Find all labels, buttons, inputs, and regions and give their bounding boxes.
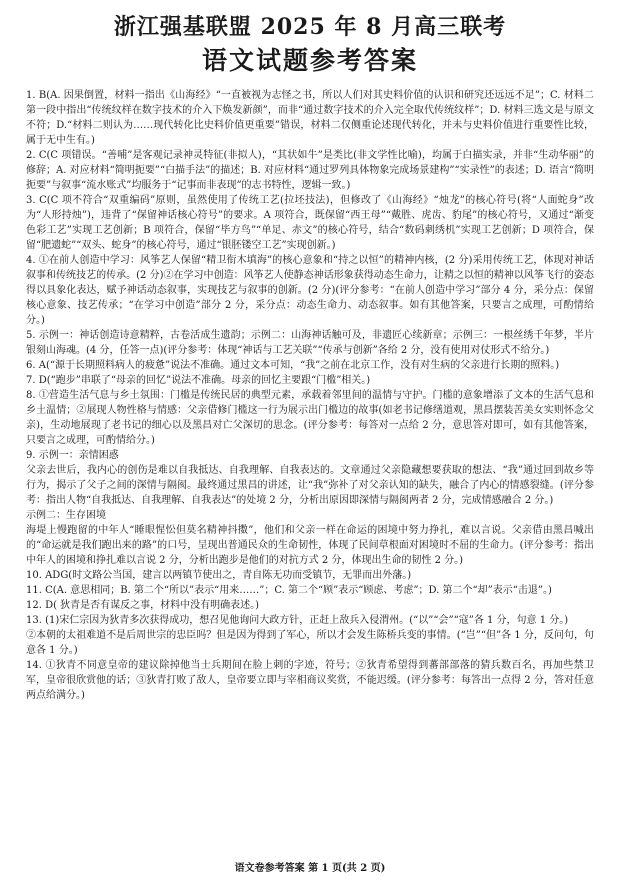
answer-9-example2-title: 示例二：生存困境	[26, 510, 106, 521]
page-footer: 语文卷参考答案 第 1 页(共 2 页)	[234, 863, 386, 874]
answer-13-1: 13. (1)宋仁宗因为狄青多次获得成功，想召见他询问大政方针，正赶上敌兵入侵渭州。(“以”“会”“寇”各 1 分，句意 1 分。)	[26, 615, 569, 626]
answer-4: 4. ①在前人创造中学习：风筝艺人保留“精卫衔木填海”的核心意象和“持之以恒”的精神内核，(2 分)采用传统工艺，体现对神话叙事和传统技艺的传承。(2 分)②在学习中创造：风筝艺人使静态神话形象获得动态生命力，让精之以恒的精神以风筝飞行的姿态得以具象化表达，赋予神话动态叙事，实现技艺与叙事的创新。(2 分)(评分参考：“在前人创造中学习”部分 4 分，采分点：保留核心意象、技艺传承；“在学习中创造”部分 2 分，采分点：动态生命力、动态叙事。如有其他答案，只要言之成理，可酌情给分。)	[26, 255, 594, 326]
answer-2: 2. C(C 项错误。“善哺”是客观记录神灵特征(非拟人)，“其状如牛”是类比(非文学性比喻)，均属于白描实录，并非“生动华丽”的修辞；A. 对应材料“简明扼要”“白描手法”的描述；B. 对应材料“通过罗列具体物象完成场景建构”“实录性”的表述；D. 语言“简明扼要”与叙事“流水账式”均服务于“记事而非表现”的志书特性，逻辑一致。)	[26, 150, 594, 191]
answer-5: 5. 示例一：神话创造诗意精粹，古卷活成生遗韵；示例二：山海神话触可及，非遗匠心续新章；示例三：一根丝绣千年梦，半片银刻山海魂。(4 分，任答一点)(评分参考：体现“神话与工艺关联”“传承与创新”各给 2 分，没有使用对仗形式不给分。)	[26, 330, 594, 356]
answer-3: 3. C(C 项不符合“双重编码”原则，虽然使用了传统工艺(拉坯技法)，但修改了《山海经》“烛龙”的核心符号(将“人面蛇身”改为“人形持烛”)，违背了“保留神话核心符号”的要求。A 项符合，既保留“西王母”“戴胜、虎齿、豹尾”的核心符号，又通过“渐变色彩工艺”实现工艺创新；B 项符合，保留“毕方鸟”“单足、赤文”的核心符号，结合“数码刺绣机”实现工艺创新；D 项符合，保留“肥遗蛇”“双头、蛇身”的核心符号，通过“银胚镂空工艺”实现创新。)	[26, 195, 594, 251]
answer-body	[26, 88, 594, 703]
answer-9-heading: 9. 示例一：亲情困惑	[26, 450, 119, 461]
answer-12: 12. D( 狄青是否有谋反之事，材料中没有明确表述。)	[26, 600, 260, 611]
answer-6: 6. A(“源于长期照料病人的疲惫”说法不准确。通过文本可知，“我”之前在北京工作，没有对生病的父亲进行长期的照料。)	[26, 360, 560, 371]
answer-9-example2-body: 海堤上慢跑留的中年人“睡眼惺忪但莫名精神抖擞”，他们和父亲一样在命运的困境中努力挣扎，难以言说。父亲借由黑昌喊出的“命运就是我们跑出来的路”的口号，呈现出普通民众的生命韧性，体现了民间草根面对困境时不屈的生命力。(评分参考：指出中年人的困境和挣扎难以言说 2 分，分析出跑步是他们的对抗方式 2 分，体现出生命的韧性 2 分。)	[26, 525, 594, 566]
answer-9-example1-body: 父亲去世后，我内心的创伤是难以自我抵达、自我理解、自我表达的。文章通过父亲隐藏想要获取的想法、“我”通过回到故乡等行为，揭示了父子之间的深情与隔阂。最终通过黑昌的讲述，让“我”弥补了对父亲认知的缺失，融合了内心的情感裂缝。(评分参考：指出人物“自我抵达、自我理解、自我表达”的处境 2 分，分析出原因即深情与隔阂两者 2 分，完成情感融合 2 分。)	[26, 465, 594, 506]
answer-1: 1. B(A. 因果倒置，材料一指出《山海经》“一直被视为志怪之书，所以人们对其史料价值的认识和研究还远远不足”；C. 材料二第一段中指出“传统纹样在数字技术的介入下焕发新颜”，而非“通过数字技术的介入完全取代传统纹样”；D. 材料三选文是与原文不符；D.“材料二则认为……现代转化比史料价值更重要”错误，材料二仅侧重论述现代转化，并未与史料价值进行重要性比较，属于无中生有。)	[26, 90, 594, 146]
answer-13-2: ②本朝的太祖难道不是后周世宗的忠臣吗？但是因为得到了军心，所以才会发生陈桥兵变的事情。(“岂”“但”各 1 分，反问句，句意各 1 分。)	[26, 630, 594, 656]
answer-8: 8. ①营造生活气息与乡土氛围：门槛是传统民居的典型元素，承载着邻里间的温情与守护。门槛的意象增添了文本的生活气息和乡土温情；②展现人物性格与情感：父亲借修门槛这一行为展示出门槛边的故事(如老书记修缮道观，黑昌摆装苦美女实则怀念父亲)，生动地展现了老书记的细心以及黑昌对亡父深切的思念。(评分参考：每答对一点给 2 分，意思答对即可，如有其他答案，只要言之成理，可酌情给分。)	[26, 390, 594, 446]
exam-title: 浙江强基联盟 2025 年 8 月高三联考	[113, 14, 507, 40]
answer-7: 7. D(“跑步”串联了“母亲的回忆”说法不准确。母亲的回忆主要跟“门槛”相关。)	[26, 375, 371, 386]
answer-14: 14. ①狄青不同意皇帝的建议除掉他当士兵期间在脸上刺的字迹，符号；②狄青希望得到蕃部部落的猜兵数百名，再加些禁卫军，皇帝很欣赏他的话；③狄青打败了敌人，皇帝要立即与宰相商议奖赏，不能迟缓。(评分参考：每答出一点得 2 分，答对任意两点给满分。)	[26, 660, 594, 701]
answer-10: 10. ADG(时文路公当国，建言以两镇节使出之，青自陈无功而受镇节，无罪而出外藩。)	[26, 570, 412, 581]
answer-11: 11. C(A. 意思相同；B. 第二个“所以”表示“用来……”；C. 第二个“顾”表示“顾虑、考虑”；D. 第二个“却”表示“击退”。)	[26, 585, 552, 596]
answer-key-title: 语文试题参考答案	[201, 46, 418, 75]
